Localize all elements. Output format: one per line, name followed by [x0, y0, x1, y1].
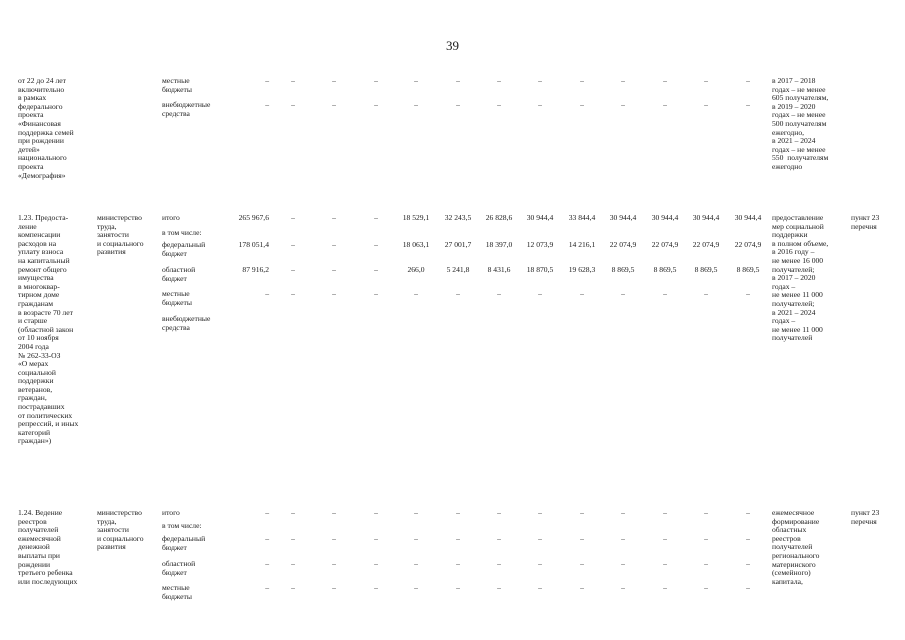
value-cell: 266,0 [407, 265, 425, 274]
total-cell: – [265, 583, 269, 592]
value-cell: – [746, 76, 750, 85]
value-cell: – [291, 534, 295, 543]
source-cell: местные бюджеты [162, 76, 192, 94]
value-cell: – [456, 559, 460, 568]
source-cell: в том числе: [162, 521, 202, 530]
source-cell: областной бюджет [162, 559, 196, 577]
source-cell: внебюджетные средства [162, 100, 211, 118]
value-cell: – [497, 76, 501, 85]
value-cell: – [497, 534, 501, 543]
value-cell: – [374, 240, 378, 249]
value-cell: – [374, 76, 378, 85]
value-cell: – [538, 559, 542, 568]
value-cell: – [663, 583, 667, 592]
source-cell: внебюджетные средства [162, 314, 211, 332]
value-cell: – [621, 559, 625, 568]
value-cell: 30 944,4 [651, 213, 679, 222]
value-cell: – [456, 508, 460, 517]
value-cell: 18 063,1 [402, 240, 430, 249]
value-cell: – [621, 583, 625, 592]
value-cell: – [704, 76, 708, 85]
value-cell: – [291, 265, 295, 274]
value-cell: – [580, 100, 584, 109]
total-cell: – [265, 76, 269, 85]
value-cell: – [332, 534, 336, 543]
value-cell: – [621, 100, 625, 109]
value-cell: – [332, 213, 336, 222]
value-cell: – [704, 583, 708, 592]
value-cell: 22 074,9 [692, 240, 720, 249]
result-cell: в 2017 – 2018 годах – не менее 605 получателям, в 2019 – 2020 годах – не менее 500 получателям ежегодно, в 2021 – 2024 годах – не менее 550 получателям ежегодно [772, 76, 829, 171]
reference-cell: пункт 23 перечня [851, 508, 880, 526]
measure-cell: 1.24. Ведение реестров получателей ежемесячной денежной выплаты при рождении третьего ребенка или последующих [18, 508, 78, 586]
value-cell: – [704, 559, 708, 568]
value-cell: – [580, 583, 584, 592]
source-cell: федеральный бюджет [162, 240, 206, 258]
value-cell: 33 844,4 [568, 213, 596, 222]
value-cell: – [621, 508, 625, 517]
value-cell: 30 944,4 [526, 213, 554, 222]
result-cell: предоставление мер социальной поддержки в полном объеме, в 2016 году – не менее 16 000 получателей; в 2017 – 2020 годах – не менее 11 000 получателей; в 2021 – 2024 годах – не менее 11 000 получателей [772, 213, 829, 343]
value-cell: – [332, 265, 336, 274]
executor-cell: министерство труда, занятости и социального развития [97, 508, 144, 552]
result-cell: ежемесячное формирование областных реестров получателей регионального материнского (семейного) капитала, [772, 508, 820, 586]
value-cell: – [497, 583, 501, 592]
value-cell: – [497, 508, 501, 517]
source-cell: местные бюджеты [162, 583, 192, 601]
value-cell: – [332, 559, 336, 568]
value-cell: 22 074,9 [609, 240, 637, 249]
value-cell: – [621, 76, 625, 85]
value-cell: – [538, 508, 542, 517]
value-cell: – [663, 534, 667, 543]
value-cell: 8 431,6 [487, 265, 511, 274]
executor-cell: министерство труда, занятости и социального развития [97, 213, 144, 257]
value-cell: 18 870,5 [526, 265, 554, 274]
value-cell: – [374, 100, 378, 109]
value-cell: – [621, 289, 625, 298]
total-cell: – [265, 289, 269, 298]
value-cell: – [456, 100, 460, 109]
value-cell: 30 944,4 [609, 213, 637, 222]
value-cell: – [704, 289, 708, 298]
value-cell: – [414, 76, 418, 85]
value-cell: – [291, 213, 295, 222]
source-cell: в том числе: [162, 228, 202, 237]
value-cell: 8 869,5 [653, 265, 677, 274]
value-cell: 8 869,5 [736, 265, 760, 274]
value-cell: – [456, 289, 460, 298]
value-cell: – [538, 100, 542, 109]
value-cell: – [374, 583, 378, 592]
value-cell: – [746, 534, 750, 543]
value-cell: – [332, 240, 336, 249]
value-cell: 18 397,0 [485, 240, 513, 249]
value-cell: – [580, 534, 584, 543]
value-cell: 8 869,5 [611, 265, 635, 274]
measure-cell: 1.23. Предоста- ление компенсации расходов на уплату взноса на капитальный ремонт общего имущества в многоквар- тирном доме гражданам в возрасте 70 лет и старше (областной закон от 10 ноября 2004 года № 262-33-ОЗ «О мерах социальной поддержки ветеранов, граждан, пострадавших от политических репрессий, и иных категорий граждан») [18, 213, 79, 446]
value-cell: – [374, 289, 378, 298]
total-cell: 265 967,6 [238, 213, 269, 222]
value-cell: – [538, 534, 542, 543]
value-cell: 22 074,9 [651, 240, 679, 249]
value-cell: – [746, 508, 750, 517]
value-cell: – [414, 583, 418, 592]
page-number: 39 [446, 38, 459, 53]
value-cell: – [291, 559, 295, 568]
source-cell: итого [162, 213, 180, 222]
total-cell: – [265, 100, 269, 109]
value-cell: – [332, 100, 336, 109]
value-cell: 8 869,5 [694, 265, 718, 274]
value-cell: – [414, 100, 418, 109]
value-cell: 32 243,5 [444, 213, 472, 222]
value-cell: – [746, 559, 750, 568]
value-cell: – [497, 100, 501, 109]
value-cell: – [291, 240, 295, 249]
value-cell: – [663, 508, 667, 517]
value-cell: – [291, 76, 295, 85]
value-cell: – [332, 508, 336, 517]
value-cell: – [332, 76, 336, 85]
value-cell: 30 944,4 [734, 213, 762, 222]
value-cell: – [291, 583, 295, 592]
value-cell: – [704, 508, 708, 517]
value-cell: – [538, 289, 542, 298]
value-cell: 30 944,4 [692, 213, 720, 222]
source-cell: итого [162, 508, 180, 517]
value-cell: – [414, 559, 418, 568]
measure-cell: от 22 до 24 лет включительно в рамках федерального проекта «Финансовая поддержка семей при рождении детей» национального проекта «Демография» [18, 76, 74, 180]
value-cell: 27 001,7 [444, 240, 472, 249]
value-cell: – [332, 289, 336, 298]
value-cell: 12 073,9 [526, 240, 554, 249]
value-cell: – [291, 100, 295, 109]
value-cell: – [704, 534, 708, 543]
value-cell: 5 241,8 [446, 265, 470, 274]
value-cell: – [414, 508, 418, 517]
value-cell: – [332, 583, 336, 592]
value-cell: – [456, 534, 460, 543]
value-cell: – [374, 213, 378, 222]
value-cell: 14 216,1 [568, 240, 596, 249]
value-cell: – [374, 265, 378, 274]
value-cell: – [621, 534, 625, 543]
value-cell: – [291, 289, 295, 298]
value-cell: – [497, 559, 501, 568]
total-cell: 178 051,4 [238, 240, 269, 249]
value-cell: – [663, 76, 667, 85]
value-cell: – [580, 76, 584, 85]
value-cell: – [580, 559, 584, 568]
value-cell: – [704, 100, 708, 109]
reference-cell: пункт 23 перечня [851, 213, 880, 231]
value-cell: – [456, 76, 460, 85]
value-cell: 18 529,1 [402, 213, 430, 222]
value-cell: – [746, 289, 750, 298]
value-cell: – [663, 289, 667, 298]
value-cell: 26 828,6 [485, 213, 513, 222]
value-cell: – [580, 508, 584, 517]
value-cell: – [414, 534, 418, 543]
value-cell: – [538, 76, 542, 85]
total-cell: – [265, 534, 269, 543]
value-cell: – [538, 583, 542, 592]
value-cell: – [746, 100, 750, 109]
value-cell: 22 074,9 [734, 240, 762, 249]
source-cell: федеральный бюджет [162, 534, 206, 552]
total-cell: – [265, 508, 269, 517]
value-cell: – [374, 559, 378, 568]
value-cell: – [746, 583, 750, 592]
value-cell: – [414, 289, 418, 298]
value-cell: – [456, 583, 460, 592]
total-cell: 87 916,2 [242, 265, 269, 274]
total-cell: – [265, 559, 269, 568]
value-cell: – [374, 534, 378, 543]
value-cell: – [663, 559, 667, 568]
value-cell: – [497, 289, 501, 298]
value-cell: – [374, 508, 378, 517]
source-cell: местные бюджеты [162, 289, 192, 307]
value-cell: 19 628,3 [568, 265, 596, 274]
value-cell: – [580, 289, 584, 298]
value-cell: – [663, 100, 667, 109]
source-cell: областной бюджет [162, 265, 196, 283]
value-cell: – [291, 508, 295, 517]
